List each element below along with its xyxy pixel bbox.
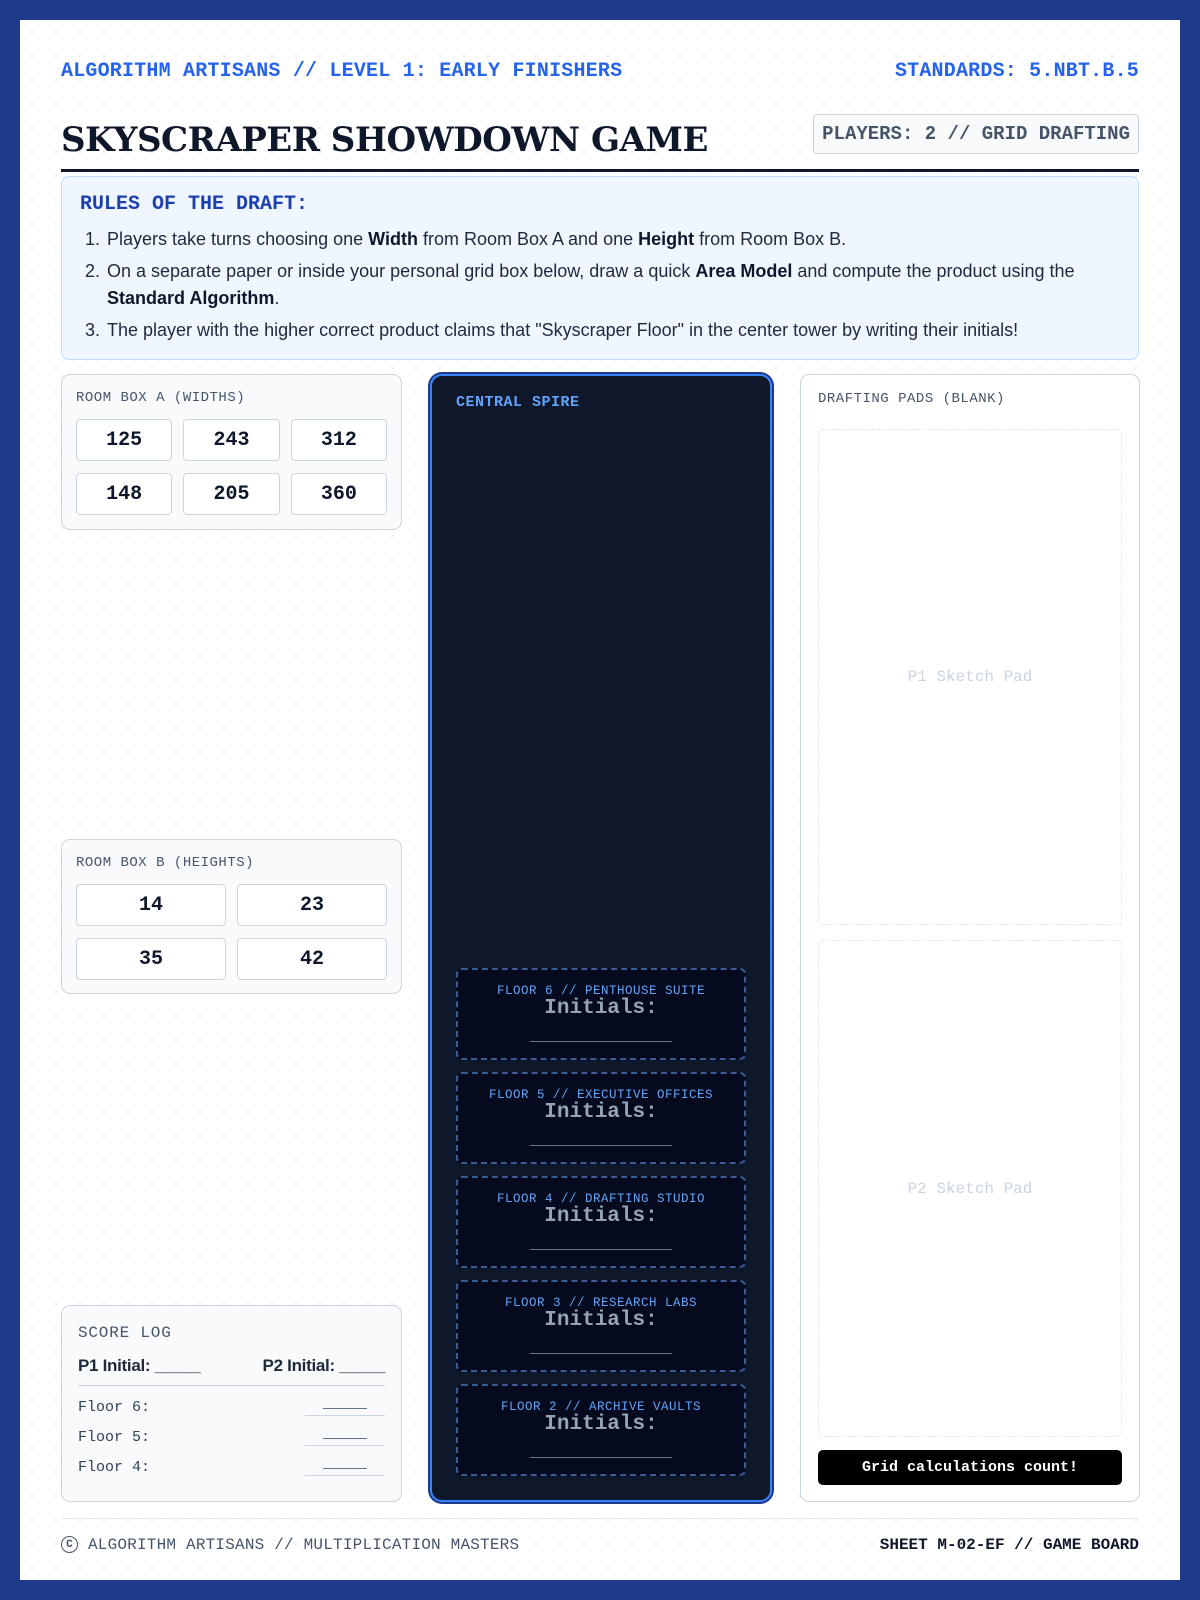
players-badge: PLAYERS: 2 // GRID DRAFTING	[813, 114, 1139, 154]
height-option[interactable]: 35	[76, 938, 226, 980]
copyright-icon: C	[61, 1536, 78, 1553]
score-row	[78, 1386, 385, 1416]
rule-number: 1.	[85, 229, 101, 249]
floor-list	[456, 968, 746, 1476]
floor-name: FLOOR 2 // ARCHIVE VAULTS	[500, 1400, 702, 1414]
floor-name: FLOOR 5 // EXECUTIVE OFFICES	[488, 1088, 714, 1102]
header-top-row	[61, 60, 1139, 83]
footer-left	[61, 1536, 519, 1554]
floor-4-slot[interactable]	[456, 1176, 746, 1268]
width-option[interactable]: 148	[76, 473, 172, 515]
rule-number: 2.	[85, 261, 101, 281]
drafting-pads	[800, 374, 1140, 1502]
score-log	[61, 1305, 402, 1502]
grid-calculations-banner: Grid calculations count!	[818, 1450, 1122, 1485]
score-blank[interactable]	[305, 1427, 385, 1446]
rules-box	[61, 176, 1139, 360]
rule-keyword: Width	[368, 229, 418, 249]
rules-list	[80, 226, 1120, 344]
score-row	[78, 1416, 385, 1446]
width-option[interactable]: 360	[291, 473, 387, 515]
floor-initials-label: Initials:	[544, 1413, 658, 1436]
score-row-label: Floor 6:	[78, 1399, 151, 1416]
initials-line[interactable]	[530, 1444, 672, 1458]
p2-initial-field[interactable]: P2 Initial: _____	[262, 1356, 385, 1375]
height-options	[76, 884, 387, 980]
initials-line[interactable]	[530, 1236, 672, 1250]
height-option[interactable]: 23	[237, 884, 387, 926]
initials-line[interactable]	[530, 1028, 672, 1042]
floor-name: FLOOR 4 // DRAFTING STUDIO	[496, 1192, 706, 1206]
page-title: SKYSCRAPER SHOWDOWN GAME	[61, 120, 708, 160]
rule-item	[80, 226, 1120, 253]
score-log-title: SCORE LOG	[78, 1324, 172, 1342]
floor-initials-label: Initials:	[544, 1309, 658, 1332]
rule-keyword: Height	[638, 229, 695, 249]
p2-sketch-pad[interactable]: P2 Sketch Pad	[818, 940, 1122, 1437]
floor-5-slot[interactable]	[456, 1072, 746, 1164]
score-blank[interactable]	[305, 1397, 385, 1416]
central-spire	[430, 374, 772, 1502]
rule-keyword: Standard Algorithm	[107, 288, 275, 308]
width-option[interactable]: 243	[183, 419, 279, 461]
score-row-label: Floor 5:	[78, 1429, 151, 1446]
rule-text: The player with the higher correct product claims that "Skyscraper Floor" in the center tower by writing their initials!	[107, 320, 1019, 340]
initials-line[interactable]	[530, 1340, 672, 1354]
width-option[interactable]: 312	[291, 419, 387, 461]
rule-text: On a separate paper or inside your personal grid box below, draw a quick	[107, 261, 696, 281]
height-option[interactable]: 42	[237, 938, 387, 980]
rule-text: from Room Box B.	[694, 229, 847, 249]
rule-text: and compute the product using the	[792, 261, 1075, 281]
score-row	[78, 1446, 385, 1476]
p1-initial-field[interactable]: P1 Initial: _____	[78, 1356, 201, 1375]
series-eyebrow: ALGORITHM ARTISANS // LEVEL 1: EARLY FINISHERS	[61, 60, 623, 83]
sheet-id: SHEET M-02-EF // GAME BOARD	[879, 1535, 1139, 1554]
drafting-pads-label: DRAFTING PADS (BLANK)	[818, 391, 1005, 407]
floor-initials-label: Initials:	[544, 1101, 658, 1124]
width-options	[76, 419, 387, 515]
floor-3-slot[interactable]	[456, 1280, 746, 1372]
rule-item	[80, 258, 1120, 312]
worksheet-page	[20, 20, 1180, 1580]
floor-name: FLOOR 3 // RESEARCH LABS	[504, 1296, 698, 1310]
floor-6-slot[interactable]	[456, 968, 746, 1060]
floor-2-slot[interactable]	[456, 1384, 746, 1476]
rules-title: RULES OF THE DRAFT:	[80, 193, 309, 216]
p1-sketch-pad[interactable]: P1 Sketch Pad	[818, 429, 1122, 925]
title-row	[61, 96, 1139, 172]
room-box-b-label: ROOM BOX B (HEIGHTS)	[76, 855, 255, 871]
floor-name: FLOOR 6 // PENTHOUSE SUITE	[496, 984, 706, 998]
width-option[interactable]: 205	[183, 473, 279, 515]
footer-brand: ALGORITHM ARTISANS // MULTIPLICATION MASTERS	[88, 1535, 520, 1554]
rule-keyword: Area Model	[695, 261, 793, 281]
floor-initials-label: Initials:	[544, 1205, 658, 1228]
score-players-row	[78, 1356, 385, 1386]
width-option[interactable]: 125	[76, 419, 172, 461]
initials-line[interactable]	[530, 1132, 672, 1146]
room-box-a-label: ROOM BOX A (WIDTHS)	[76, 390, 246, 406]
floor-initials-label: Initials:	[544, 997, 658, 1020]
central-spire-label: CENTRAL SPIRE	[456, 394, 580, 411]
rule-text: .	[274, 288, 280, 308]
rule-text: from Room Box A and one	[417, 229, 639, 249]
rule-text: Players take turns choosing one	[107, 229, 369, 249]
room-box-b	[61, 839, 402, 994]
standards-label: STANDARDS: 5.NBT.B.5	[894, 60, 1139, 83]
room-box-a	[61, 374, 402, 530]
score-blank[interactable]	[305, 1457, 385, 1476]
score-row-label: Floor 4:	[78, 1459, 151, 1476]
height-option[interactable]: 14	[76, 884, 226, 926]
rule-item	[80, 317, 1120, 344]
rule-number: 3.	[85, 320, 101, 340]
footer	[61, 1518, 1139, 1570]
